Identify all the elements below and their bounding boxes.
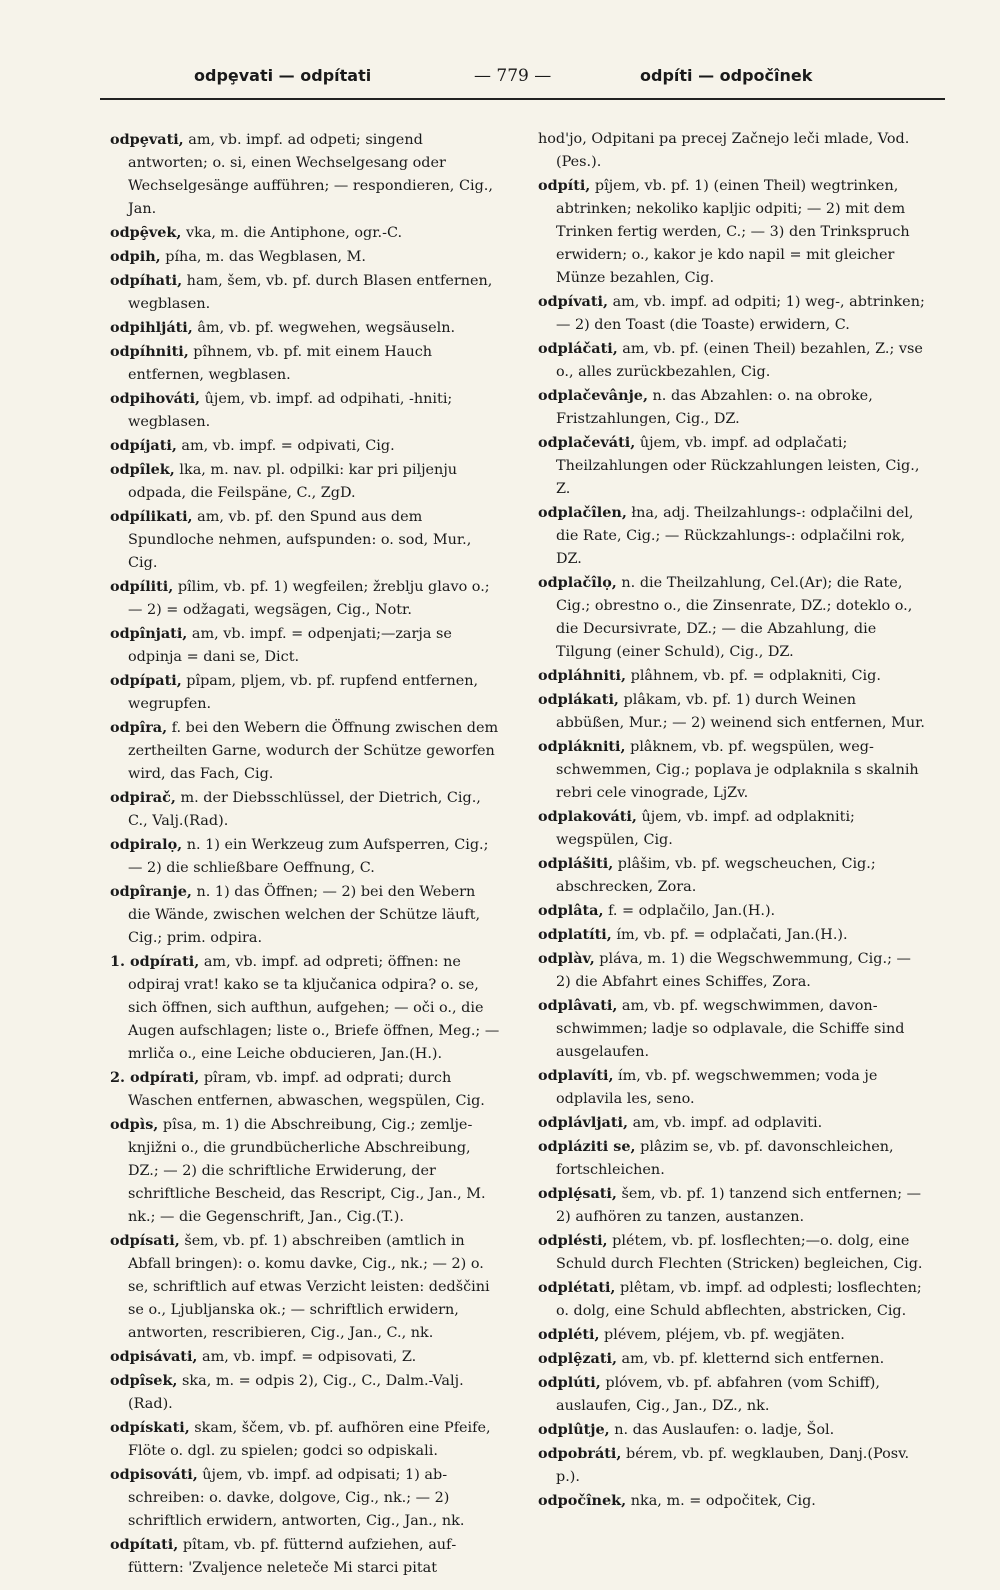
entry-headword: odpihljáti, (110, 319, 193, 336)
page-number: — 779 — (474, 66, 552, 86)
dictionary-entry (110, 1113, 500, 1229)
entry-headword: odplačeváti, (538, 434, 636, 451)
entry-headword: 2. odpírati, (110, 1069, 200, 1086)
dictionary-entry (538, 1347, 928, 1371)
entry-headword: odplétati, (538, 1279, 616, 1296)
entry-headword: odplúti, (538, 1374, 601, 1391)
entry-headword: odplášiti, (538, 855, 614, 872)
entry-definition: plâzim se, vb. pf. davonschleichen, fortschleichen. (556, 1139, 894, 1178)
entry-definition: âm, vb. pf. wegwehen, wegsäuseln. (192, 320, 456, 336)
entry-definition: f. = odplačilo, Jan.(H.). (603, 903, 776, 919)
entry-definition: pîlim, vb. pf. 1) wegfeilen; žreblju glavo o.; — 2) = odžagati, wegsägen, Cig., Notr. (128, 579, 490, 618)
entry-definition: łna, adj. Theilzahlungs-: odplačilni del, die Rate, Cig.; — Rückzahlungs-: odplačilni rok, DZ. (556, 505, 914, 567)
dictionary-entry (538, 1371, 928, 1418)
entry-headword: odplûtje, (538, 1421, 610, 1438)
entry-definition: m. der Diebsschlüssel, der Dietrich, Cig., C., Valj.(Rad). (128, 790, 481, 829)
entry-headword: odplavíti, (538, 1067, 614, 1084)
entry-headword: odpíhniti, (110, 343, 189, 360)
entry-definition: ím, vb. pf. wegschwemmen; voda je odplavila les, seno. (556, 1068, 878, 1107)
entry-definition: am, vb. pf. den Spund aus dem Spundloche nehmen, aufspunden: o. sod, Mur., Cig. (128, 509, 472, 571)
entry-definition: bérem, vb. pf. wegklauben, Danj.(Posv. p.). (556, 1446, 910, 1485)
entry-headword: odplatíti, (538, 926, 612, 943)
entry-headword: odplačîlọ, (538, 574, 617, 591)
entry-definition: n. das Auslaufen: o. ladje, Šol. (609, 1422, 835, 1438)
entry-definition: pîram, vb. impf. ad odprati; durch Waschen entfernen, abwaschen, wegspülen, Cig. (128, 1070, 485, 1109)
entry-headword: odpíliti, (110, 578, 174, 595)
entry-headword: odpirač, (110, 789, 176, 806)
entry-definition: nka, m. = odpočitek, Cig. (626, 1493, 816, 1509)
dictionary-entry (538, 947, 928, 994)
entry-definition: šem, vb. pf. 1) tanzend sich entfernen; — 2) aufhören zu tanzen, austanzen. (556, 1186, 922, 1225)
dictionary-entry (538, 1442, 928, 1489)
dictionary-entry (110, 1369, 500, 1416)
entry-headword: odplačevânje, (538, 387, 648, 404)
entry-headword: odplâvati, (538, 997, 618, 1014)
dictionary-entry (538, 1064, 928, 1111)
dictionary-entry (538, 1182, 928, 1229)
entry-headword: odpînjati, (110, 625, 188, 642)
entry-definition: píha, m. das Wegblasen, M. (160, 249, 366, 265)
dictionary-entry (110, 316, 500, 340)
entry-definition: plâkam, vb. pf. 1) durch Weinen abbüßen, Mur.; — 2) weinend sich entfernen, Mur. (556, 692, 925, 731)
dictionary-entry (538, 174, 928, 290)
dictionary-entry (110, 434, 500, 458)
entry-headword: odpípati, (110, 672, 182, 689)
dictionary-entry (110, 1533, 500, 1580)
entry-definition: am, vb. pf. kletternd sich entfernen. (616, 1351, 885, 1367)
entry-definition: am, vb. pf. wegschwimmen, davonschwimmen; ladje so odplavale, die Schiffe sind ausgelaufen. (556, 998, 905, 1060)
entry-headword: odpîsek, (110, 1372, 178, 1389)
entry-headword: odplésti, (538, 1232, 608, 1249)
entry-headword: odpisováti, (110, 1466, 198, 1483)
dictionary-entry (538, 923, 928, 947)
entry-definition: am, vb. impf. ad odplaviti. (628, 1115, 823, 1131)
entry-definition: pîpam, pljem, vb. pf. rupfend entfernen, wegrupfen. (128, 673, 479, 712)
dictionary-entry (110, 505, 500, 575)
entry-headword: odpiralọ, (110, 836, 183, 853)
entry-definition: ûjem, vb. impf. ad odpisati; 1) abschreiben: o. davke, dolgove, Cig., nk.; — 2) schriftlich erwidern, antworten, Cig., Jan., nk. (128, 1467, 465, 1529)
dictionary-entry (538, 735, 928, 805)
entry-definition: plétem, vb. pf. losflechten;—o. dolg, eine Schuld durch Flechten (Stricken) begleichen, Cig. (556, 1233, 923, 1272)
entry-headword: odpȩ̑vek, (110, 224, 182, 241)
dictionary-entry (110, 1345, 500, 1369)
dictionary-entry (110, 1416, 500, 1463)
dictionary-entry (538, 290, 928, 337)
dictionary-entry (110, 1066, 500, 1113)
entry-definition: ûjem, vb. impf. ad odplakniti; wegspülen, Cig. (556, 809, 855, 848)
right-guide-word: odpíti — odpočînek (640, 66, 813, 85)
entry-definition: ím, vb. pf. = odplačati, Jan.(H.). (611, 927, 848, 943)
entry-definition: skam, ščem, vb. pf. aufhören eine Pfeife, Flöte o. dgl. zu spielen; godci so odpiskali. (128, 1420, 491, 1459)
dictionary-entry (110, 221, 500, 245)
entry-definition: pláva, m. 1) die Wegschwemmung, Cig.; — 2) die Abfahrt eines Schiffes, Zora. (556, 951, 911, 990)
entry-headword: odpíhati, (110, 272, 183, 289)
entry-headword: odplačîlen, (538, 504, 627, 521)
entry-headword: odpláhniti, (538, 667, 627, 684)
entry-definition: am, vb. impf. = odpenjati;—zarja se odpinja = dani se, Dict. (128, 626, 452, 665)
entry-definition: pîjem, vb. pf. 1) (einen Theil) wegtrinken, abtrinken; nekoliko kapljic odpiti; — 2) mit dem Trinken fertig werden, C.; — 3) den Trinkspruch erwidern; o., kakor je kdo napil = mit gleicher Münze bezahlen, Cig. (556, 178, 910, 286)
dictionary-entry (538, 899, 928, 923)
dictionary-entry (110, 716, 500, 786)
entry-definition: hod'jo, Odpitani pa precej Začnejo leči mlade, Vod.(Pes.). (538, 131, 910, 170)
entry-headword: odpîranje, (110, 883, 192, 900)
dictionary-entry (110, 269, 500, 316)
dictionary-entry (538, 1489, 928, 1513)
entry-definition: lka, m. nav. pl. odpilki: kar pri piljenju odpada, die Feilspäne, C., ZgD. (128, 462, 458, 501)
entry-definition: am, vb. impf. ad odpeti; singend antworten; o. si, einen Wechselgesang oder Wechselgesänge aufführen; — respondieren, Cig., Jan. (128, 132, 493, 217)
dictionary-entry (538, 805, 928, 852)
dictionary-entry (110, 880, 500, 950)
entry-headword: odpláčati, (538, 340, 618, 357)
dictionary-entry (538, 431, 928, 501)
entry-headword: odpívati, (538, 293, 608, 310)
entry-headword: odpisávati, (110, 1348, 198, 1365)
dictionary-entry (110, 387, 500, 434)
entry-definition: ûjem, vb. impf. ad odpihati, -hniti; wegblasen. (128, 391, 453, 430)
entry-definition: plóvem, vb. pf. abfahren (vom Schiff), auslaufen, Cig., Jan., DZ., nk. (556, 1375, 880, 1414)
dictionary-entry (110, 245, 500, 269)
dictionary-entry (110, 1229, 500, 1345)
entry-definition: ska, m. = odpis 2), Cig., C., Dalm.-Valj.(Rad). (128, 1373, 464, 1412)
dictionary-entry (110, 1463, 500, 1533)
entry-definition: pîtam, vb. pf. fütternd aufziehen, auffüttern: 'Zvaljence neleteče Mi starci pitat (128, 1537, 457, 1576)
entry-definition: pîsa, m. 1) die Abschreibung, Cig.; zemljeknjižni o., die grundbücherliche Abschreibung, DZ.; — 2) die schriftliche Erwiderung, der schriftliche Bescheid, das Rescript, Cig., Jan., M. nk.; — die Gegenschrift, Jan., Cig.(T.). (128, 1117, 486, 1225)
dictionary-entry (538, 571, 928, 664)
dictionary-entry (538, 384, 928, 431)
entry-definition: plévem, pléjem, vb. pf. wegjäten. (599, 1327, 845, 1343)
dictionary-entry (110, 458, 500, 505)
entry-headword: odplȩ́sati, (538, 1185, 617, 1202)
entry-headword: odpobráti, (538, 1445, 622, 1462)
left-guide-word: odpȩvati — odpítati (194, 66, 372, 85)
entry-definition: plâšim, vb. pf. wegscheuchen, Cig.; abschrecken, Zora. (556, 856, 876, 895)
entry-headword: odpísati, (110, 1232, 180, 1249)
entry-headword: odpláziti se, (538, 1138, 636, 1155)
dictionary-entry (110, 622, 500, 669)
dictionary-entry (538, 501, 928, 571)
entry-definition: n. 1) das Öffnen; — 2) bei den Webern die Wände, zwischen welchen der Schütze läuft, Cig.; prim. odpira. (128, 884, 481, 946)
entry-headword: odpočînek, (538, 1492, 627, 1509)
entry-definition: f. bei den Webern die Öffnung zwischen dem zertheilten Garne, wodurch der Schütze geworfen wird, das Fach, Cig. (128, 720, 499, 782)
entry-definition: am, vb. impf. = odpivati, Cig. (176, 438, 395, 454)
entry-headword: odplâta, (538, 902, 604, 919)
entry-definition: n. das Abzahlen: o. na obroke, Fristzahlungen, Cig., DZ. (556, 388, 873, 427)
entry-headword: odpíjati, (110, 437, 177, 454)
entry-definition: plâhnem, vb. pf. = odplakniti, Cig. (626, 668, 881, 684)
entry-definition: plâknem, vb. pf. wegspülen, wegschwemmen, Cig.; poplava je odplaknila s skalnih rebri cele vinograde, LjZv. (556, 739, 919, 801)
entry-headword: odpîlek, (110, 461, 175, 478)
entry-definition: am, vb. pf. (einen Theil) bezahlen, Z.; vse o., alles zurückbezahlen, Cig. (556, 341, 923, 380)
dictionary-entry (538, 664, 928, 688)
entry-headword: odplakováti, (538, 808, 637, 825)
entry-headword: odpih, (110, 248, 161, 265)
dictionary-entry (110, 340, 500, 387)
entry-definition: plêtam, vb. impf. ad odplesti; losflechten; o. dolg, eine Schuld abflechten, abstricken, Cig. (556, 1280, 922, 1319)
entry-headword: odpítati, (110, 1536, 179, 1553)
entry-definition: am, vb. impf. ad odpiti; 1) weg-, abtrinken; — 2) den Toast (die Toaste) erwidern, C. (556, 294, 925, 333)
entry-headword: odpîra, (110, 719, 168, 736)
entry-headword: odplȩ̑zati, (538, 1350, 617, 1367)
dictionary-entry (110, 786, 500, 833)
entry-definition: n. 1) ein Werkzeug zum Aufsperren, Cig.; — 2) die schließbare Oeffnung, C. (128, 837, 489, 876)
entry-headword: odpléti, (538, 1326, 600, 1343)
dictionary-entry (538, 688, 928, 735)
right-column (538, 128, 928, 1513)
dictionary-entry (538, 1323, 928, 1347)
entry-definition: pîhnem, vb. pf. mit einem Hauch entfernen, wegblasen. (128, 344, 433, 383)
dictionary-entry (110, 575, 500, 622)
dictionary-entry (538, 1111, 928, 1135)
entry-headword: odpihováti, (110, 390, 201, 407)
entry-headword: 1. odpírati, (110, 953, 200, 970)
entry-headword: odpískati, (110, 1419, 190, 1436)
entry-headword: odpȩvati, (110, 131, 184, 148)
dictionary-entry (538, 1276, 928, 1323)
entry-definition: am, vb. impf. = odpisovati, Z. (197, 1349, 417, 1365)
dictionary-entry (538, 852, 928, 899)
entry-headword: odplàv, (538, 950, 595, 967)
entry-headword: odpìs, (110, 1116, 159, 1133)
dictionary-entry (110, 128, 500, 221)
entry-headword: odpílikati, (110, 508, 193, 525)
dictionary-entry (110, 950, 500, 1066)
entry-definition: šem, vb. pf. 1) abschreiben (amtlich in Abfall bringen): o. komu davke, Cig., nk.; — 2) o. se, schriftlich auf etwas Verzicht leisten: dedščini se o., Ljubljanska ok.; — schriftlich erwidern, antworten, rescribieren, Cig., Jan., C., nk. (128, 1233, 490, 1341)
entry-definition: ham, šem, vb. pf. durch Blasen entfernen, wegblasen. (128, 273, 493, 312)
left-column (110, 128, 500, 1580)
entry-headword: odplákati, (538, 691, 619, 708)
dictionary-entry (110, 669, 500, 716)
header-rule (100, 98, 945, 100)
entry-headword: odpíti, (538, 177, 591, 194)
dictionary-entry (538, 128, 928, 174)
dictionary-entry (538, 1229, 928, 1276)
dictionary-entry (110, 833, 500, 880)
entry-definition: n. die Theilzahlung, Cel.(Ar); die Rate, Cig.; obrestno o., die Zinsenrate, DZ.; doteklo o., die Decursivrate, DZ.; — die Abzahlung, die Tilgung (einer Schuld), Cig., DZ. (556, 575, 913, 660)
dictionary-entry (538, 994, 928, 1064)
entry-headword: odplávljati, (538, 1114, 628, 1131)
entry-definition: ûjem, vb. impf. ad odplačati; Theilzahlungen oder Rückzahlungen leisten, Cig., Z. (556, 435, 920, 497)
dictionary-entry (538, 1135, 928, 1182)
dictionary-entry (538, 337, 928, 384)
entry-headword: odplákniti, (538, 738, 626, 755)
entry-definition: vka, m. die Antiphone, ogr.-C. (181, 225, 403, 241)
dictionary-entry (538, 1418, 928, 1442)
entry-definition: am, vb. impf. ad odpreti; öffnen: ne odpiraj vrat! kako se ta ključanica odpira? o. se, sich öffnen, sich aufthun, aufgehen; — oči o., die Augen aufschlagen; liste o., Briefe öffnen, Meg.; — mrliča o., eine Leiche obducieren, Jan.(H.). (128, 954, 500, 1062)
